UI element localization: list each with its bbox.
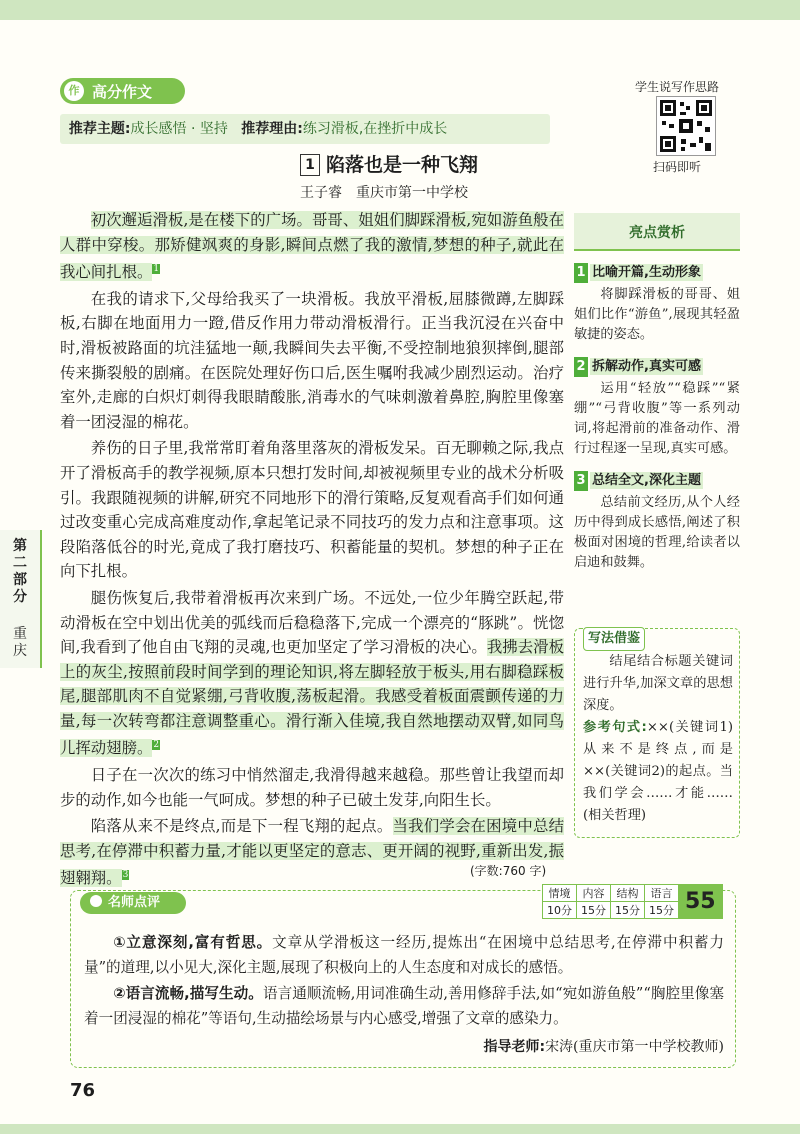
score-total: 55 bbox=[679, 885, 723, 919]
method-text: 结尾结合标题关键词进行升华,加深文章的思想深度。 bbox=[583, 654, 733, 713]
teacher-name: 宋涛(重庆市第一中学校教师) bbox=[545, 1039, 724, 1055]
article-author: 王子睿 重庆市第一中学校 bbox=[300, 185, 468, 201]
top-decor-bar bbox=[0, 0, 800, 20]
essay-highlight: 初次邂逅滑板,是在楼下的广场。哥哥、姐姐们脚踩滑板,宛如游鱼般在人群中穿梭。那矫健飒爽的身影,瞬间点燃了我的激情,梦想的种子,就此在我心间扎根。 bbox=[60, 211, 564, 282]
essay-paragraph: 日子在一次次的练习中悄然溜走,我滑得越来越稳。那些曾让我望而却步的动作,如今也能一气呵成。梦想的种子已破土发芽,向阳生长。 bbox=[60, 766, 564, 809]
essay-paragraph bbox=[60, 586, 564, 761]
score-value: 15分 bbox=[645, 902, 679, 919]
section-badge: 作 bbox=[64, 81, 84, 101]
highlight-number: 2 bbox=[574, 357, 588, 377]
review-body bbox=[84, 930, 724, 1032]
word-count: (字数:760 字) bbox=[470, 864, 547, 878]
score-table bbox=[542, 884, 723, 919]
qr-code-icon[interactable] bbox=[656, 96, 716, 156]
essay-paragraph: 养伤的日子里,我常常盯着角落里落灰的滑板发呆。百无聊赖之际,我点开了滑板高手的教学视频,原本只想打发时间,却被视频里专业的战术分析吸引。我跟随视频的讲解,研究不同地形下的滑行策略,反复观看高手们如何通过改变重心完成高难度动作,拿起笔记录不同技巧的发力点和注意事项。这段陷落低谷的时光,竟成了我打磨技巧、积蓄能量的契机。梦想的种子正在向下扎根。 bbox=[60, 439, 564, 581]
review-tag bbox=[80, 892, 186, 914]
review-point-text: 文章从学滑板这一经历,提炼出“在困境中总结思考,在停滞中积蓄力量”的道理,以小见大,深化主题,展现了积极向上的人生态度和对成长的感悟。 bbox=[84, 934, 725, 976]
highlight-number: 3 bbox=[574, 471, 588, 491]
essay-highlight: 我拂去滑板上的灰尘,按照前段时间学到的理论知识,将左脚轻放于板头,用右脚稳踩板尾,腿部肌肉不自觉紧绷,弓背收腹,荡板起滑。我感受着板面震颤传递的力量,每一次转弯都注意调整重心。滑行渐入佳境,我自然地摆动双臂,如同鸟儿挥动翅膀。 bbox=[60, 638, 564, 758]
reference-label: 参考句式: bbox=[583, 720, 647, 735]
teacher-credit bbox=[300, 1036, 724, 1056]
method-box bbox=[574, 628, 740, 838]
page-number: 76 bbox=[70, 1080, 96, 1101]
essay-highlight: 当我们学会在困境中总结思考,在停滞中积蓄力量,才能以更坚定的意志、更开阔的视野,重新出发,振翅翱翔。 bbox=[60, 817, 564, 888]
theme-value: 成长感悟 · 坚持 bbox=[130, 121, 228, 137]
reason-label: 推荐理由: bbox=[241, 121, 303, 137]
essay-paragraph bbox=[60, 814, 564, 891]
essay-text: 腿伤恢复后,我带着滑板再次来到广场。不远处,一位少年腾空跃起,带动滑板在空中划出优美的弧线而后稳稳落下,完成一个漂亮的“豚跳”。恍惚间,我看到了他自由飞翔的灵魂,也更加坚定了学习滑板的决心。 bbox=[60, 588, 564, 657]
article-title-text: 陷落也是一种飞翔 bbox=[326, 154, 479, 176]
note-marker: 2 bbox=[153, 740, 160, 751]
highlight-heading: 总结全文,深化主题 bbox=[592, 473, 701, 488]
score-header: 结构 bbox=[611, 885, 645, 902]
score-header: 内容 bbox=[577, 885, 611, 902]
review-point-text: 语言通顺流畅,用词准确生动,善用修辞手法,如“宛如游鱼般”“胸腔里像塞着一团浸湿的棉花”等语句,生动描绘场景与内心感受,增强了文章的感染力。 bbox=[84, 985, 724, 1027]
highlight-item-body: 总结前文经历,从个人经历中得到成长感悟,阐述了积极面对困境的哲理,给读者以启迪和鼓舞。 bbox=[574, 495, 740, 570]
essay-text: 陷落从来不是终点,而是下一程飞翔的起点。 bbox=[90, 817, 393, 836]
highlight-item-body: 将脚踩滑板的哥哥、姐姐们比作“游鱼”,展现其轻盈敏捷的姿态。 bbox=[574, 287, 740, 342]
teacher-label: 指导老师: bbox=[483, 1039, 546, 1055]
side-tab-city: 重庆 bbox=[13, 626, 27, 659]
highlight-item-title bbox=[574, 471, 740, 491]
review-paragraph bbox=[84, 930, 724, 980]
highlight-item-title bbox=[574, 357, 740, 377]
method-tag: 写法借鉴 bbox=[583, 627, 645, 651]
score-header: 情境 bbox=[543, 885, 577, 902]
score-value: 15分 bbox=[577, 902, 611, 919]
review-paragraph bbox=[84, 981, 724, 1031]
essay-paragraph: 在我的请求下,父母给我买了一块滑板。我放平滑板,屈膝微蹲,左脚踩板,右脚在地面用力一蹬,借反作用力带动滑板滑行。正当我沉浸在兴奋中时,滑板被路面的坑洼猛地一颠,我瞬间失去平衡,不受控制地狼狈摔倒,腿部传来撕裂般的剧痛。在医院处理好伤口后,医生嘱咐我减少剧烈运动。治疗室外,走廊的白炽灯刺得我眼睛酸胀,消毒水的气味刺激着鼻腔,胸腔里像塞着一团浸湿的棉花。 bbox=[60, 289, 564, 431]
highlight-heading: 拆解动作,真实可感 bbox=[592, 359, 701, 374]
essay-body bbox=[60, 208, 564, 893]
highlights-panel bbox=[574, 213, 740, 573]
highlight-heading: 比喻开篇,生动形象 bbox=[592, 265, 701, 280]
review-point-heading: ②语言流畅,描写生动。 bbox=[113, 985, 263, 1002]
review-point-heading: ①立意深刻,富有哲思。 bbox=[113, 934, 273, 951]
reason-value: 练习滑板,在挫折中成长 bbox=[302, 121, 448, 137]
article-title bbox=[300, 150, 478, 177]
method-body bbox=[583, 651, 733, 827]
review-tag-label: 名师点评 bbox=[108, 895, 161, 910]
essay-paragraph bbox=[60, 208, 564, 285]
qr-caption: 扫码即听 bbox=[652, 160, 701, 174]
highlight-item-body: 运用“轻放”“稳踩”“紧绷”“弓背收腹”等一系列动词,将起滑前的准备动作、滑行过程逐一呈现,真实可感。 bbox=[574, 381, 740, 456]
theme-label: 推荐主题: bbox=[68, 121, 131, 137]
method-reference bbox=[583, 717, 733, 827]
article-number: 1 bbox=[300, 154, 320, 176]
person-icon bbox=[90, 895, 102, 907]
note-marker: 3 bbox=[122, 870, 129, 881]
highlights-title: 亮点赏析 bbox=[574, 213, 740, 251]
section-header bbox=[60, 78, 185, 104]
recommendation-bar bbox=[60, 114, 550, 144]
score-value: 15分 bbox=[611, 902, 645, 919]
score-value: 10分 bbox=[543, 902, 577, 919]
note-marker: 1 bbox=[153, 264, 160, 275]
highlight-item-title bbox=[574, 263, 740, 283]
side-tab bbox=[0, 530, 42, 668]
score-header: 语言 bbox=[645, 885, 679, 902]
side-tab-part: 第二部分 bbox=[13, 538, 27, 605]
highlight-number: 1 bbox=[574, 263, 588, 283]
section-title: 高分作文 bbox=[92, 83, 153, 101]
qr-title: 学生说写作思路 bbox=[634, 80, 719, 94]
bottom-decor-bar bbox=[0, 1124, 800, 1134]
reference-text: ××(关键词1)从来不是终点,而是××(关键词2)的起点。当我们学会……才能……(相关哲理) bbox=[583, 720, 733, 823]
